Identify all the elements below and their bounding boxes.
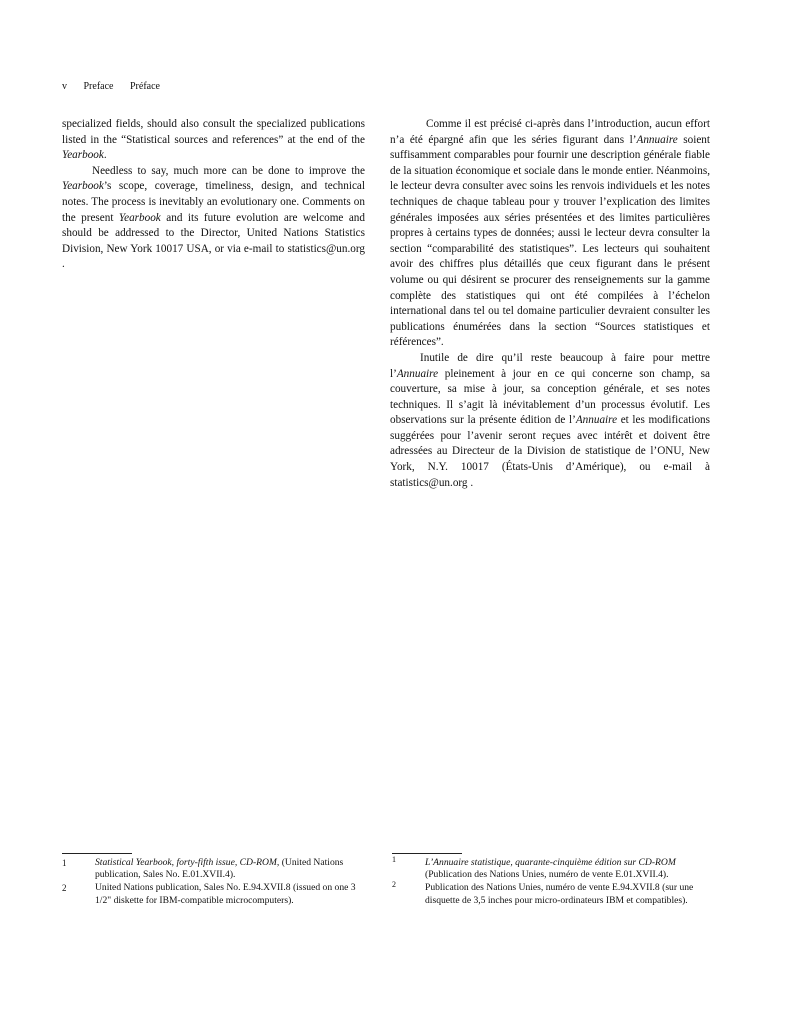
french-column (390, 117, 710, 491)
footnote-fr-2: 2 Publication des Nations Unies, numéro de vente E.94.XVII.8 (sur une disquette de 3,5 inches pour micro-ordinateurs IBM et compatibles). (392, 880, 694, 906)
footnotes-en (62, 857, 367, 908)
page-number: v (62, 81, 67, 92)
footnote-fr-1: 1 L’Annuaire statistique, quarante-cinquième édition sur CD-ROM (Publication des Nations Unies, numéro de vente E.01.XVII.4). (392, 855, 676, 881)
french-paragraph-1: Comme il est précisé ci-après dans l’introduction, aucun effort n’a été épargné afin que les séries figurant dans l’Annuaire soient suffisamment comparables pour fournir une description générale fiable de la situation économique et sociale dans le monde entier. Néanmoins, le lecteur devra consulter avec soins les renvois individuels et les notes techniques de chaque tableau pour y trouver l’explication des limites générales imposées aux séries présentées et des limites particulières propres à certains types de données; aussi le lecteur devra consulter la section “comparabilité des statistiques”. Les lecteurs qui souhaitent avoir des chiffres plus détaillés que ceux figurant dans le présent volume ou qui désirent se procurer des renseignements sur la gamme complète des statistiques qui ont été compilées à l’échelon international dans tel ou tel domaine particulier devraient consulter les publications énumérées dans la section “Sources statistiques et références”. (390, 118, 710, 349)
header-title-fr: Préface (129, 81, 160, 92)
english-column (62, 117, 365, 273)
footnote-divider-fr (392, 853, 462, 854)
header-title-en: Preface (83, 81, 114, 92)
footnote-en-1: 1 Statistical Yearbook, forty-fifth issue, CD-ROM, (United Nations publication, Sales No. E.01.XVII.4). (62, 857, 344, 881)
footnote-en-2: 2 United Nations publication, Sales No. E.94.XVII.8 (issued on one 3 1/2" diskette for IBM-compatible microcomputers). (62, 882, 356, 906)
english-paragraph-1: specialized fields, should also consult the specialized publications listed in the “Statistical sources and references” at the end of the Yearbook. (62, 118, 365, 162)
english-paragraph-2: Needless to say, much more can be done to improve the Yearbook’s scope, coverage, timeliness, design, and technical notes. The process is inevitably an evolutionary one. Comments on the present Yearbook and its future evolution are welcome and should be addressed to the Director, United Nations Statistics Division, New York 10017 USA, or via e-mail to statistics@un.org . (62, 164, 365, 271)
french-paragraph-2: Inutile de dire qu’il reste beaucoup à faire pour mettre l’Annuaire pleinement à jour en ce qui concerne son champ, sa couverture, sa mise à jour, sa conception générale, et ses notes techniques. Il s’agit là inévitablement d’un processus évolutif. Les observations sur la présente édition de l’Annuaire et les modifications suggérées pour l’avenir seront reçues avec intérêt et doivent être adressées au Directeur de la Division de statistique de l’ONU, New York, N.Y. 10017 (États-Unis d’Amérique), ou e-mail à statistics@un.org . (390, 351, 710, 489)
footnote-divider-en (62, 853, 132, 854)
footnotes-fr (392, 857, 712, 908)
page-header (62, 81, 174, 92)
